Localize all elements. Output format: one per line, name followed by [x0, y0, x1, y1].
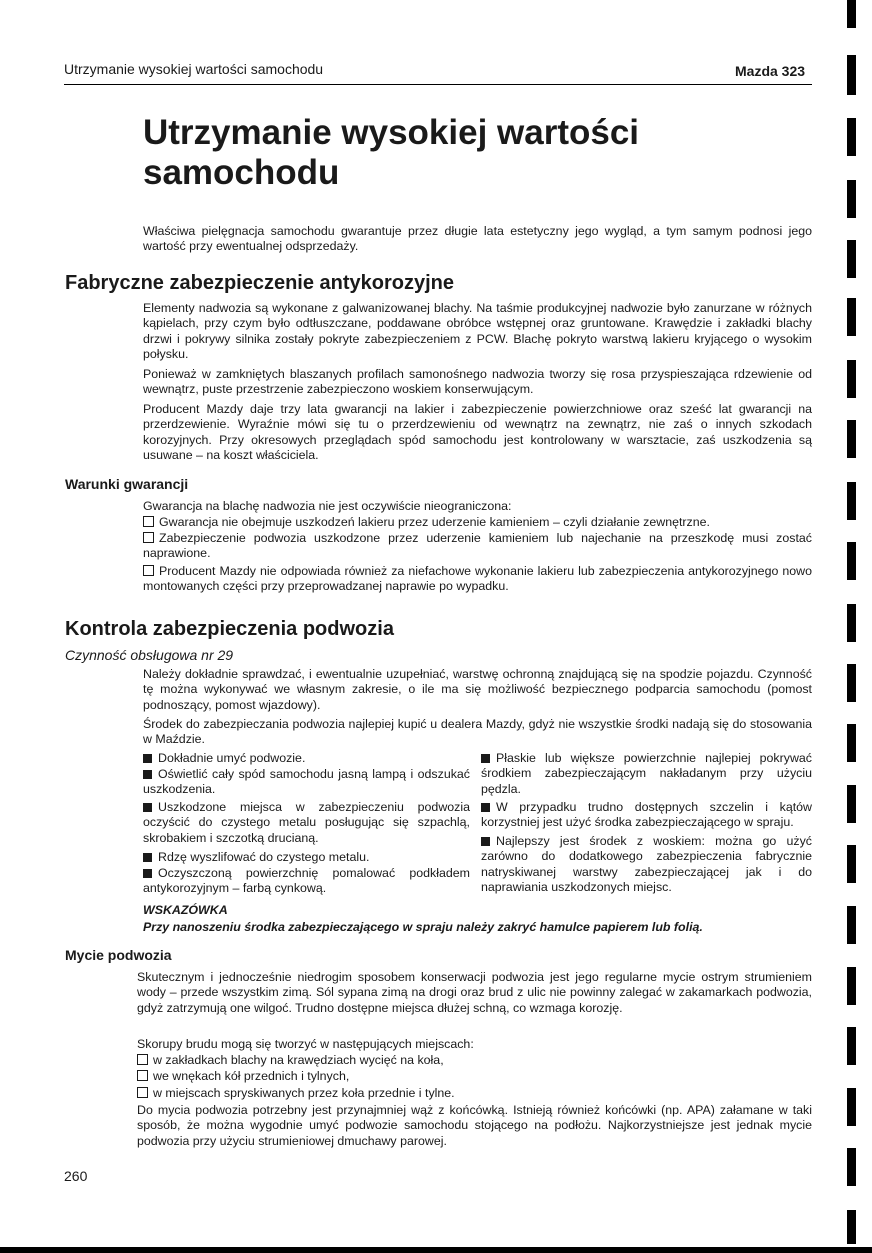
edge-mark [847, 298, 856, 336]
section-heading-corrosion: Fabryczne zabezpieczenie antykorozyjne [65, 272, 455, 294]
checkbox-icon [137, 1054, 148, 1065]
paragraph: Elementy nadwozia są wykonane z galwanizowanej blachy. Na taśmie produkcyjnej nadwozie było zanurzane w różnych kąpielach, przy czym było odtłuszczane, poddawane obróbce wstępnej oraz gruntowane. Krawędzie i zakładki blachy drzwi i pokrywy silnika zostały pokryte zabezpieczeniem z PCW. Blachę pokryto warstwą lakieru kryjącego o wysokim połysku. [143, 301, 812, 361]
edge-mark [847, 845, 856, 883]
paragraph: Należy dokładnie sprawdzać, i ewentualnie uzupełniać, warstwę ochronną znajdującą się na spodzie pojazdu. Czynność tę można wykonywać we własnym zakresie, o ile ma się możliwość bezpiecznego podparcia samochodu (pomost podnoszący, pomost wjazdowy). [143, 667, 812, 712]
list-item: Uszkodzone miejsca w zabezpieczeniu podwozia oczyścić do czystego metalu posługując się szpachlą, skrobakiem i szczotką drucianą. [143, 800, 470, 845]
edge-mark [847, 360, 856, 398]
checkbox-icon [143, 565, 154, 576]
paragraph: Ponieważ w zamkniętych blaszanych profilach samonośnego nadwozia tworzy się rosa przyspieszająca rdzewienie od wewnątrz, puste przestrzenie zabezpieczono woskiem konserwującym. [143, 367, 812, 397]
list-item: Producent Mazdy nie odpowiada również za niefachowe wykonanie lakieru lub zabezpieczenia antykorozyjnego nowo montowanych części przy przeprowadzanej naprawie po wypadku. [143, 564, 812, 594]
paragraph: Producent Mazdy daje trzy lata gwarancji na lakier i zabezpieczenie powierzchniowe oraz sześć lat gwarancji na przerdzewienie. Wyraźnie mówi się tu o przerdzewieniu od wewnątrz na zewnątrz, nie zaś o innych szkodach korozyjnych. Przy okresowych przeglądach spód samochodu jest kontrolowany w warsztacie, zaś uszkodzenia są usuwane – na koszt właściciela. [143, 402, 812, 462]
list-item: Oczyszczoną powierzchnię pomalować podkładem antykorozyjnym – farbą cynkową. [143, 866, 470, 896]
running-header-model: Mazda 323 [735, 63, 806, 79]
edge-mark [847, 180, 856, 218]
page-number: 260 [64, 1168, 88, 1184]
edge-mark [847, 724, 856, 762]
list-item: w miejscach spryskiwanych przez koła przednie i tylne. [137, 1086, 812, 1101]
maintenance-task-label: Czynność obsługowa nr 29 [65, 647, 234, 663]
list-item: Dokładnie umyć podwozie. [143, 751, 470, 766]
checkbox-icon [137, 1087, 148, 1098]
note-text: Przy nanoszeniu środka zabezpieczającego w spraju należy zakryć hamulce papierem lub folią. [143, 920, 703, 934]
bullet-square-icon [143, 803, 152, 812]
list-item: Rdzę wyszlifować do czystego metalu. [143, 850, 470, 865]
bullet-square-icon [143, 754, 152, 763]
edge-mark [847, 240, 856, 278]
list-item: w zakładkach blachy na krawędziach wycięć na koła, [137, 1053, 812, 1068]
bullet-square-icon [143, 869, 152, 878]
paragraph: Środek do zabezpieczania podwozia najlepiej kupić u dealera Mazdy, gdyż nie wszystkie środki nadają się do stosowania w Maździe. [143, 717, 812, 747]
edge-mark [847, 118, 856, 156]
list-item: we wnękach kół przednich i tylnych, [137, 1069, 812, 1084]
edge-mark [847, 0, 856, 28]
bottom-bar [0, 1247, 872, 1253]
edge-mark [847, 1088, 856, 1126]
list-item: Oświetlić cały spód samochodu jasną lampą i odszukać uszkodzenia. [143, 767, 470, 797]
edge-mark [847, 1210, 856, 1244]
bullet-square-icon [481, 803, 490, 812]
bullet-square-icon [143, 853, 152, 862]
checkbox-icon [143, 516, 154, 527]
section-heading-underbody: Kontrola zabezpieczenia podwozia [65, 618, 394, 640]
subsection-heading-wash: Mycie podwozia [65, 947, 172, 963]
paragraph: Skutecznym i jednocześnie niedrogim sposobem konserwacji podwozia jest jego regularne mycie ostrym strumieniem wody – przede wszystkim zimą. Sól sypana zimą na drogi oraz brud z ulic nie powinny zalegać w zakamarkach podwozia, gdyż zatrzymują one wilgoć. Trudno dostępne miejsca dłużej schną, co wzmaga korozję. [137, 970, 812, 1015]
intro-paragraph: Właściwa pielęgnacja samochodu gwarantuje przez długie lata estetyczny jego wygląd, a tym samym podnosi jego wartość przy ewentualnej odsprzedaży. [143, 224, 812, 254]
edge-mark [847, 604, 856, 642]
edge-mark [847, 906, 856, 944]
page-title: Utrzymanie wysokiej wartości samochodu [143, 113, 640, 192]
edge-mark [847, 482, 856, 520]
paragraph: Skorupy brudu mogą się tworzyć w następujących miejscach: [137, 1037, 474, 1051]
list-item: Gwarancja nie obejmuje uszkodzeń lakieru przez uderzenie kamieniem – czyli działanie zewnętrzne. [143, 515, 812, 530]
edge-mark [847, 1027, 856, 1065]
edge-mark [847, 420, 856, 458]
list-item: Najlepszy jest środek z woskiem: można go użyć zarówno do dodatkowego zabezpieczenia fabrycznie natryskiwanej warstwy zabezpieczającej jak i do naprawiania uszkodzonych miejsc. [481, 834, 812, 894]
paragraph: Do mycia podwozia potrzebny jest przynajmniej wąż z końcówką. Istnieją również końcówki (np. APA) załamane w taki sposób, że można wygodnie umyć podwozie samochodu stojącego na podłożu. Najkorzystniejsze jest jednak mycie podwozia przy użyciu strumieniowej dmuchawy parowej. [137, 1103, 812, 1148]
list-item: W przypadku trudno dostępnych szczelin i kątów korzystniej jest użyć środka zabezpieczającego w spraju. [481, 800, 812, 830]
bullet-square-icon [143, 770, 152, 779]
note-heading: WSKAZÓWKA [143, 903, 228, 917]
running-header-section: Utrzymanie wysokiej wartości samochodu [64, 61, 324, 77]
list-item: Zabezpieczenie podwozia uszkodzone przez uderzenie kamieniem lub najechanie na przeszkodę musi zostać naprawione. [143, 531, 812, 561]
edge-mark [847, 55, 856, 95]
edge-mark [847, 664, 856, 702]
edge-mark [847, 542, 856, 580]
header-rule [64, 84, 812, 85]
bullet-square-icon [481, 754, 490, 763]
subsection-heading-warranty: Warunki gwarancji [65, 476, 189, 492]
checkbox-icon [143, 532, 154, 543]
checkbox-icon [137, 1070, 148, 1081]
bullet-square-icon [481, 837, 490, 846]
edge-mark [847, 785, 856, 823]
edge-mark [847, 967, 856, 1005]
edge-mark [847, 1148, 856, 1186]
paragraph: Gwarancja na blachę nadwozia nie jest oczywiście nieograniczona: [143, 499, 512, 513]
list-item: Płaskie lub większe powierzchnie najlepiej pokrywać środkiem zabezpieczającym nakładanym przy użyciu pędzla. [481, 751, 812, 796]
